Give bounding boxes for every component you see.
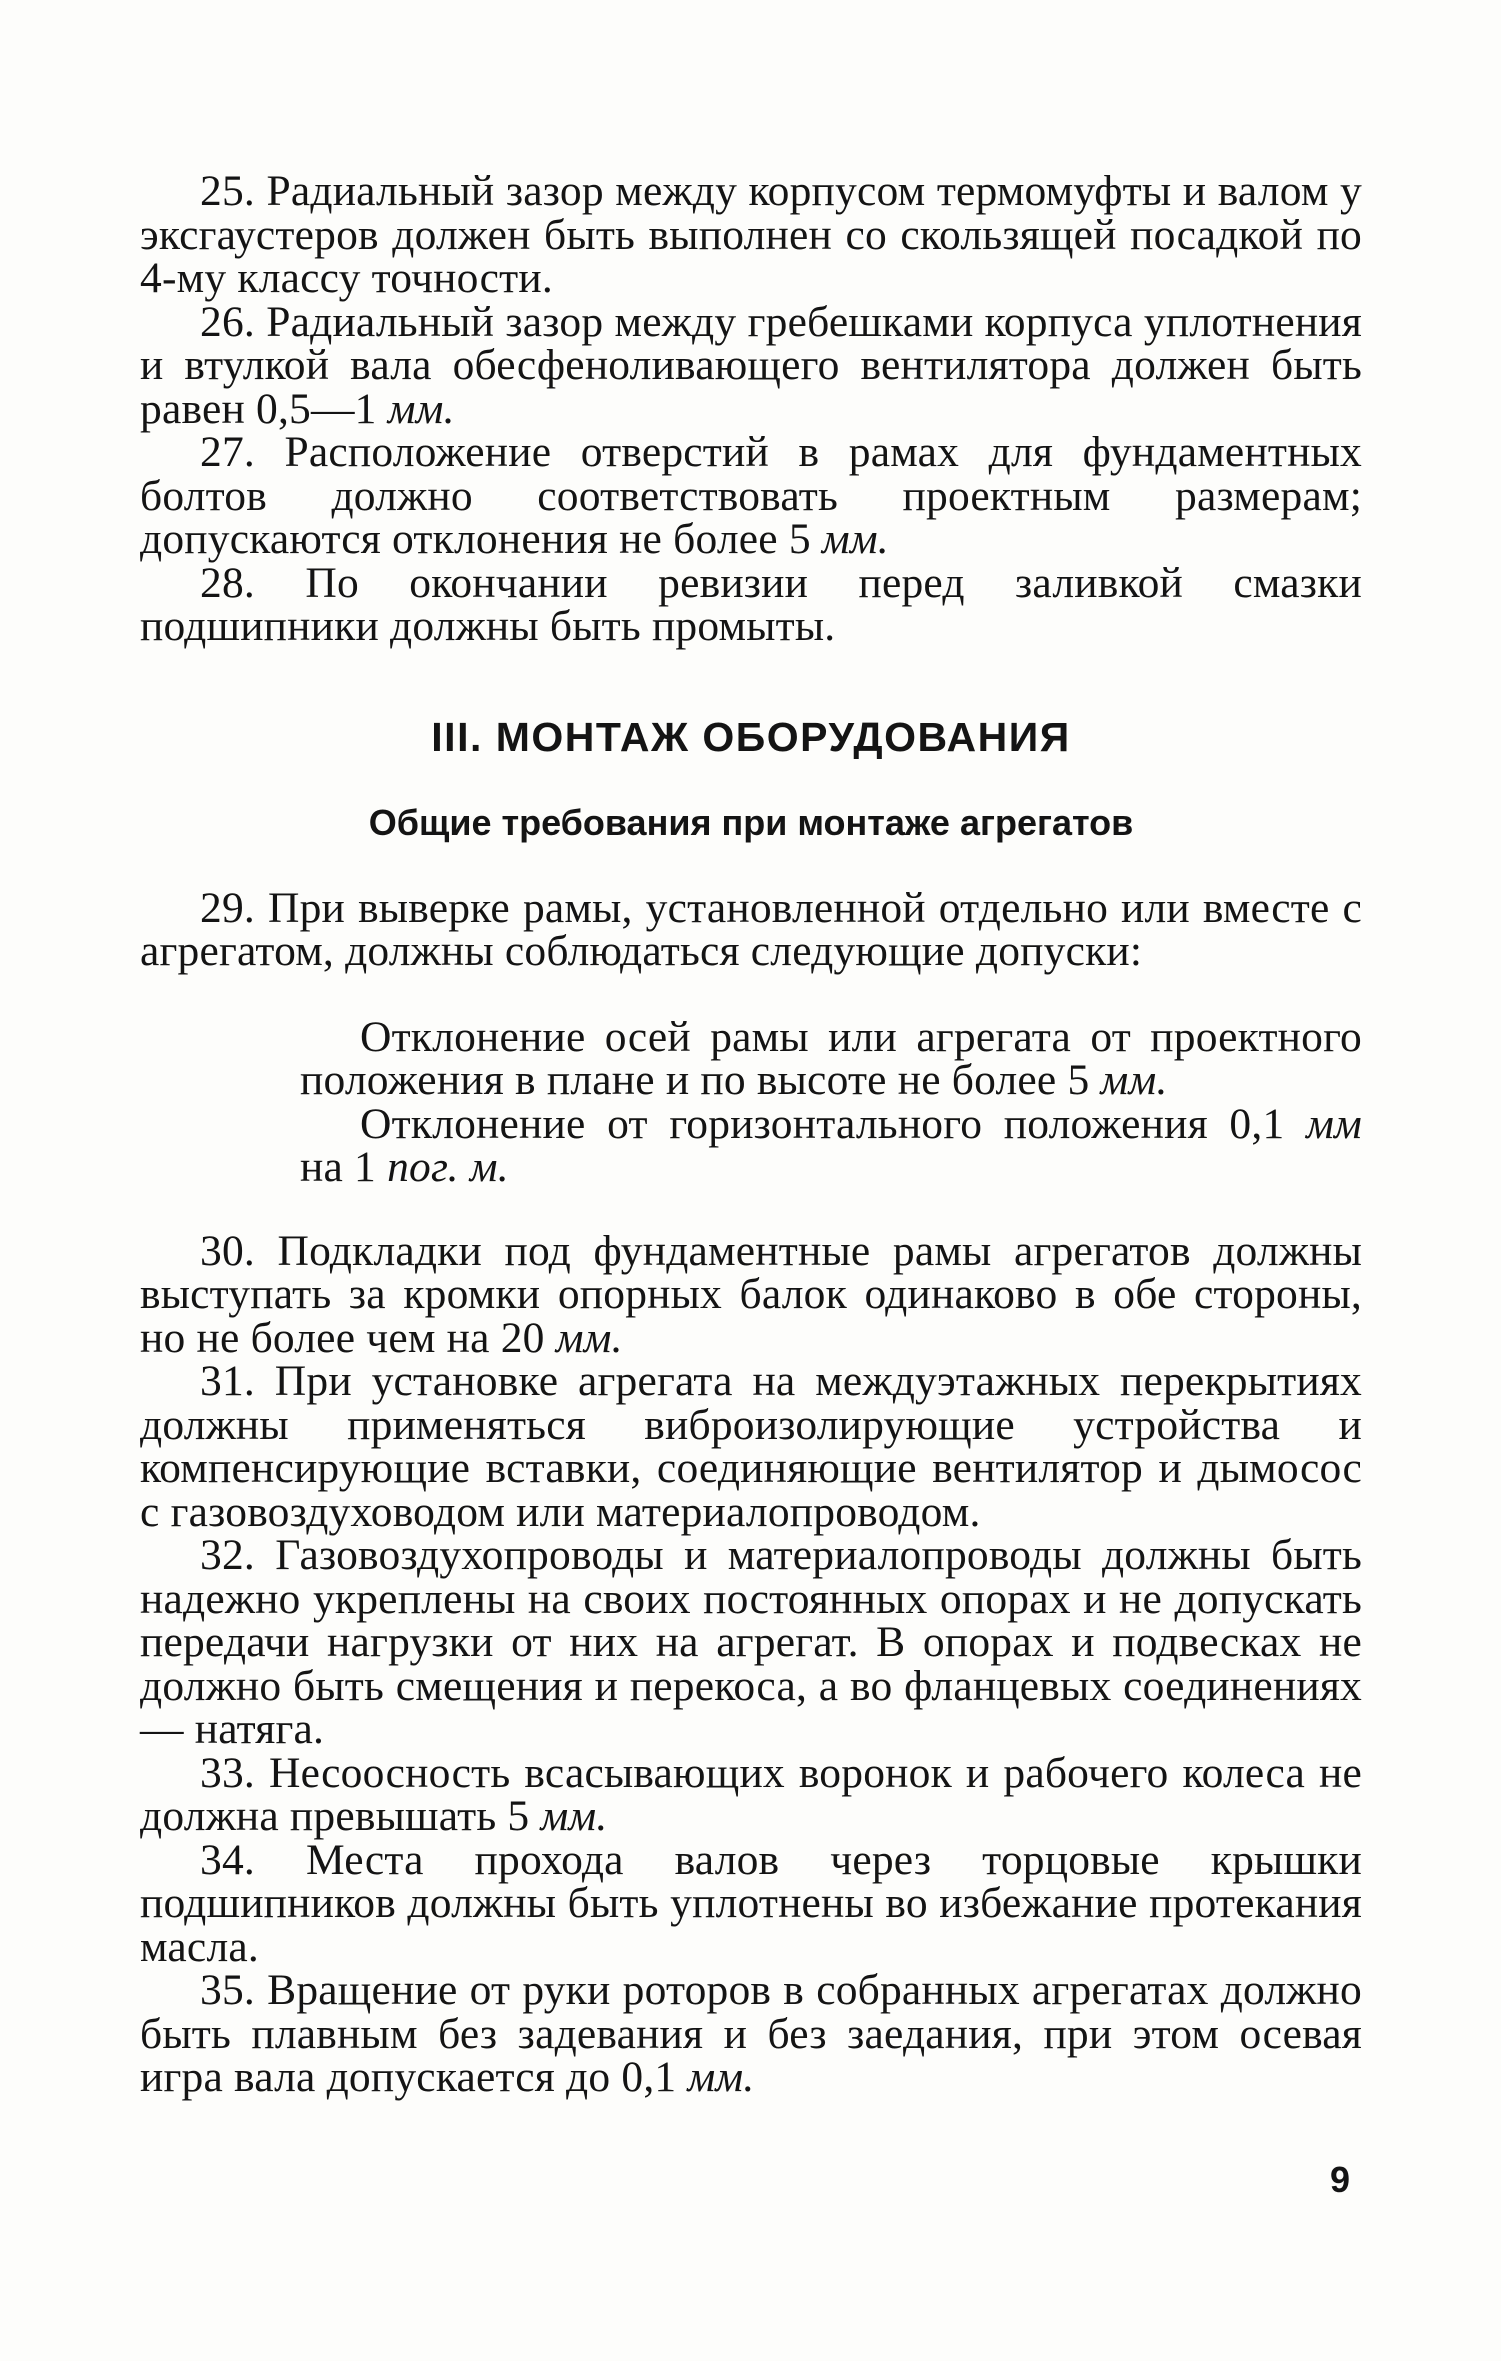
paragraph-35-unit: мм. bbox=[687, 2053, 755, 2101]
paragraph-30-unit: мм. bbox=[555, 1313, 623, 1362]
paragraph-26-text: 26. Радиальный зазор между гребешками корпуса уплотнения и втулкой вала обесфеноливающего вентилятора должен быть равен 0,5—1 bbox=[140, 297, 1362, 433]
paragraph-26 bbox=[140, 297, 1362, 433]
tolerance-horizontal-unit: мм bbox=[1306, 1099, 1362, 1148]
tolerance-axis-deviation bbox=[300, 1012, 1362, 1104]
paragraph-35 bbox=[140, 1966, 1362, 2101]
paragraph-25 bbox=[140, 167, 1362, 302]
tolerance-horizontal-deviation bbox=[300, 1099, 1362, 1191]
paragraph-35-text: 35. Вращение от руки роторов в собранных агрегатах должно быть плавным без задевания и без заедания, при этом осевая игра вала допускается до 0,1 bbox=[140, 1966, 1362, 2101]
tolerance-horizontal-text: Отклонение от горизонтального положения 0,1 bbox=[360, 1099, 1285, 1148]
paragraph-33-text: 33. Несоосность всасывающих воронок и рабочего колеса не должна превышать 5 bbox=[140, 1748, 1362, 1840]
paragraph-34 bbox=[140, 1835, 1362, 1971]
tolerance-horizontal-mid: на 1 bbox=[300, 1143, 377, 1191]
section-heading: III. МОНТАЖ ОБОРУДОВАНИЯ bbox=[431, 713, 1071, 760]
page-number: 9 bbox=[1330, 2159, 1351, 2200]
text-column bbox=[140, 167, 1362, 2101]
paragraph-31-text: 31. При установке агрегата на междуэтажных перекрытиях должны применяться виброизолирующие устройства и компенсирующие вставки, соединяющие вентилятор и дымосос с газовоздуховодом или материалопроводом. bbox=[140, 1357, 1362, 1536]
paragraph-27-unit: мм. bbox=[821, 515, 889, 563]
paragraph-31 bbox=[140, 1357, 1362, 1536]
subsection-heading: Общие требования при монтаже агрегатов bbox=[368, 801, 1134, 843]
paragraph-25-text: 25. Радиальный зазор между корпусом термомуфты и валом у эксгаустеров должен быть выполнен со скользящей посадкой по 4-му классу точности. bbox=[140, 167, 1362, 302]
tolerance-horizontal-unit-per-meter: пог. м. bbox=[387, 1143, 509, 1191]
paragraph-32-text: 32. Газовоздухопроводы и материалопроводы должны быть надежно укреплены на своих постоянных опорах и не допускать передачи нагрузки от них на агрегат. В опорах и подвесках не должно быть смещения и перекоса, а во фланцевых соединениях — натяга. bbox=[140, 1531, 1362, 1753]
paragraph-33 bbox=[140, 1748, 1362, 1840]
paragraph-30-text: 30. Подкладки под фундаментные рамы агрегатов должны выступать за кромки опорных балок одинаково в обе стороны, но не более чем на 20 bbox=[140, 1226, 1362, 1362]
tolerance-axis-unit: мм. bbox=[1100, 1056, 1168, 1104]
tolerances-block bbox=[300, 1012, 1362, 1191]
paragraph-27-text: 27. Расположение отверстий в рамах для фундаментных болтов должно соответствовать проектным размерам; допускаются отклонения не более 5 bbox=[140, 428, 1362, 563]
paragraph-27 bbox=[140, 428, 1362, 563]
paragraph-30 bbox=[140, 1226, 1362, 1362]
tolerance-axis-text: Отклонение осей рамы или агрегата от проектного положения в плане и по высоте не более 5 bbox=[300, 1012, 1362, 1104]
paragraph-28-text: 28. По окончании ревизии перед заливкой смазки подшипники должны быть промыты. bbox=[140, 558, 1362, 650]
paragraph-28 bbox=[140, 558, 1362, 650]
paragraph-34-text: 34. Места прохода валов через торцовые крышки подшипников должны быть уплотнены во избежание протекания масла. bbox=[140, 1835, 1362, 1971]
paragraph-29-text: 29. При выверке рамы, установленной отдельно или вместе с агрегатом, должны соблюдаться следующие допуски: bbox=[140, 883, 1362, 975]
paragraph-26-unit: мм. bbox=[387, 384, 455, 433]
paragraph-29 bbox=[140, 883, 1362, 975]
paragraph-33-unit: мм. bbox=[540, 1792, 608, 1840]
paragraph-32 bbox=[140, 1531, 1362, 1753]
